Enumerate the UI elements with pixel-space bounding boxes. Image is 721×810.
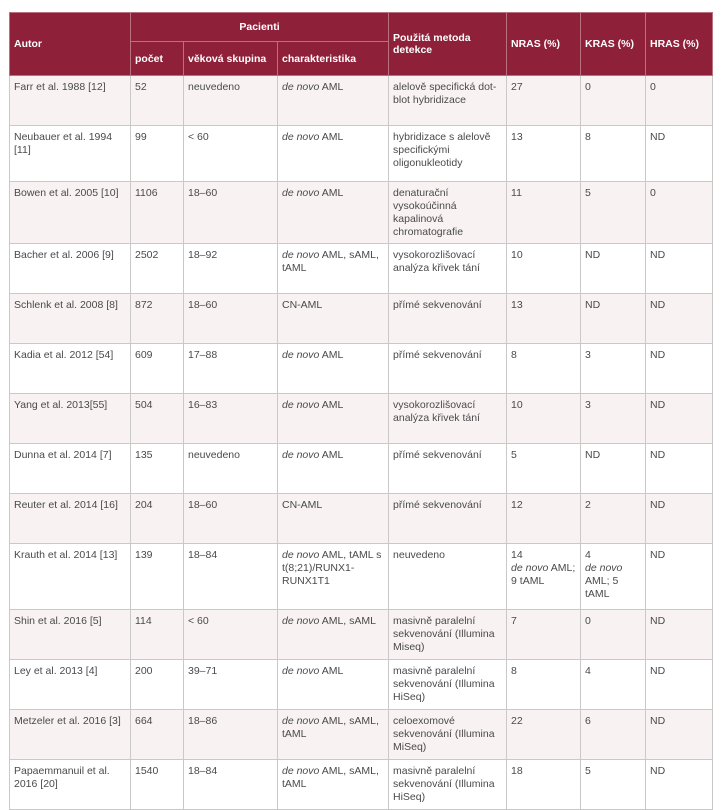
cell-method: hybridizace s alelově specifickými oligonukleotidy xyxy=(389,126,507,182)
cell-count: 135 xyxy=(131,444,184,494)
cell-nras: 13 xyxy=(507,126,581,182)
cell-age-group: < 60 xyxy=(184,610,278,660)
characteristic-italic: de novo xyxy=(282,449,320,461)
cell-age-group: 18–84 xyxy=(184,544,278,610)
kras-rest: AML; 5 tAML xyxy=(585,575,619,600)
characteristic-text: AML xyxy=(319,131,344,143)
cell-author: Schlenk et al. 2008 [8] xyxy=(10,294,131,344)
cell-kras: 4 xyxy=(581,660,646,710)
cell-author: Shin et al. 2016 [5] xyxy=(10,610,131,660)
characteristic-italic: de novo xyxy=(282,715,320,727)
cell-count: 139 xyxy=(131,544,184,610)
cell-kras: 2 xyxy=(581,494,646,544)
characteristic-text: CN-AML xyxy=(282,499,323,511)
table-row xyxy=(10,494,713,544)
cell-hras: ND xyxy=(646,710,713,760)
header-kras: KRAS (%) xyxy=(581,13,646,76)
cell-characteristic xyxy=(278,126,389,182)
cell-characteristic xyxy=(278,294,389,344)
cell-nras: 27 xyxy=(507,76,581,126)
cell-characteristic xyxy=(278,344,389,394)
cell-count: 609 xyxy=(131,344,184,394)
characteristic-text: AML, sAML, tAML xyxy=(282,249,379,274)
characteristic-italic: de novo xyxy=(282,131,320,143)
cell-kras: ND xyxy=(581,444,646,494)
cell-method: vysokorozlišovací analýza křivek tání xyxy=(389,244,507,294)
characteristic-italic: de novo xyxy=(282,399,320,411)
table-row xyxy=(10,244,713,294)
cell-age-group: 18–60 xyxy=(184,182,278,244)
cell-age-group: 18–92 xyxy=(184,244,278,294)
header-hras: HRAS (%) xyxy=(646,13,713,76)
characteristic-text: AML xyxy=(319,665,344,677)
cell-age-group: 16–83 xyxy=(184,394,278,444)
cell-count: 872 xyxy=(131,294,184,344)
cell-hras: ND xyxy=(646,610,713,660)
cell-characteristic xyxy=(278,244,389,294)
cell-hras: ND xyxy=(646,294,713,344)
nras-italic: de novo xyxy=(511,562,549,574)
table-row xyxy=(10,294,713,344)
cell-method: masivně paralelní sekvenování (Illumina HiSeq) xyxy=(389,660,507,710)
characteristic-italic: de novo xyxy=(282,765,320,777)
cell-hras: ND xyxy=(646,126,713,182)
cell-count: 114 xyxy=(131,610,184,660)
cell-kras: 6 xyxy=(581,710,646,760)
cell-nras: 12 xyxy=(507,494,581,544)
characteristic-italic: de novo xyxy=(282,665,320,677)
header-characteristic: charakteristika xyxy=(278,42,389,76)
cell-hras: ND xyxy=(646,544,713,610)
cell-hras: ND xyxy=(646,344,713,394)
cell-method: neuvedeno xyxy=(389,544,507,610)
table-row xyxy=(10,710,713,760)
cell-nras: 10 xyxy=(507,394,581,444)
cell-hras: ND xyxy=(646,444,713,494)
cell-characteristic xyxy=(278,544,389,610)
header-count: počet xyxy=(131,42,184,76)
header-age-group: věková skupina xyxy=(184,42,278,76)
header-nras: NRAS (%) xyxy=(507,13,581,76)
cell-age-group: 17–88 xyxy=(184,344,278,394)
kras-italic: de novo xyxy=(585,562,623,574)
cell-characteristic xyxy=(278,760,389,810)
cell-count: 664 xyxy=(131,710,184,760)
characteristic-text: AML, tAML s t(8;21)/RUNX1-RUNX1T1 xyxy=(282,549,382,587)
cell-method: masivně paralelní sekvenování (Illumina Miseq) xyxy=(389,610,507,660)
cell-author: Farr et al. 1988 [12] xyxy=(10,76,131,126)
cell-hras: 0 xyxy=(646,76,713,126)
cell-method: masivně paralelní sekvenování (Illumina HiSeq) xyxy=(389,760,507,810)
cell-nras: 10 xyxy=(507,244,581,294)
characteristic-italic: de novo xyxy=(282,81,320,93)
cell-author: Ley et al. 2013 [4] xyxy=(10,660,131,710)
cell-author: Kadia et al. 2012 [54] xyxy=(10,344,131,394)
cell-count: 99 xyxy=(131,126,184,182)
cell-author: Reuter et al. 2014 [16] xyxy=(10,494,131,544)
cell-method: vysokorozlišovací analýza křivek tání xyxy=(389,394,507,444)
cell-characteristic xyxy=(278,76,389,126)
cell-method: přímé sekvenování xyxy=(389,294,507,344)
characteristic-italic: de novo xyxy=(282,549,320,561)
cell-author: Yang et al. 2013[55] xyxy=(10,394,131,444)
characteristic-text: AML, sAML, tAML xyxy=(282,765,379,790)
cell-kras: 5 xyxy=(581,182,646,244)
characteristic-text: AML xyxy=(319,449,344,461)
cell-kras: 0 xyxy=(581,76,646,126)
cell-age-group: neuvedeno xyxy=(184,76,278,126)
header-patients: Pacienti xyxy=(131,13,389,42)
cell-age-group: 18–84 xyxy=(184,760,278,810)
cell-hras: ND xyxy=(646,760,713,810)
cell-nras: 13 xyxy=(507,294,581,344)
table-row xyxy=(10,544,713,610)
cell-nras: 7 xyxy=(507,610,581,660)
cell-kras: 8 xyxy=(581,126,646,182)
table-row xyxy=(10,126,713,182)
cell-method: přímé sekvenování xyxy=(389,344,507,394)
cell-kras: 0 xyxy=(581,610,646,660)
table-row xyxy=(10,610,713,660)
cell-count: 2502 xyxy=(131,244,184,294)
table-row xyxy=(10,394,713,444)
cell-nras xyxy=(507,544,581,610)
characteristic-text: AML, sAML xyxy=(319,615,376,627)
cell-hras: ND xyxy=(646,244,713,294)
table-body xyxy=(10,76,713,810)
cell-author: Krauth et al. 2014 [13] xyxy=(10,544,131,610)
cell-nras: 11 xyxy=(507,182,581,244)
characteristic-text: AML xyxy=(319,399,344,411)
cell-count: 204 xyxy=(131,494,184,544)
nras-rest: AML; 9 tAML xyxy=(511,562,576,587)
cell-count: 200 xyxy=(131,660,184,710)
nras-value: 14 xyxy=(511,549,523,561)
header-method: Použitá metoda detekce xyxy=(389,13,507,76)
cell-characteristic xyxy=(278,394,389,444)
cell-method: denaturační vysokoúčinná kapalinová chromatografie xyxy=(389,182,507,244)
cell-age-group: neuvedeno xyxy=(184,444,278,494)
cell-hras: ND xyxy=(646,660,713,710)
cell-characteristic xyxy=(278,660,389,710)
cell-method: přímé sekvenování xyxy=(389,444,507,494)
cell-kras: 5 xyxy=(581,760,646,810)
cell-author: Neubauer et al. 1994 [11] xyxy=(10,126,131,182)
table-row xyxy=(10,76,713,126)
cell-kras: 3 xyxy=(581,394,646,444)
cell-characteristic xyxy=(278,710,389,760)
cell-author: Bowen et al. 2005 [10] xyxy=(10,182,131,244)
cell-author: Bacher et al. 2006 [9] xyxy=(10,244,131,294)
cell-age-group: 18–60 xyxy=(184,494,278,544)
cell-characteristic xyxy=(278,182,389,244)
cell-kras xyxy=(581,544,646,610)
characteristic-text: CN-AML xyxy=(282,299,323,311)
cell-age-group: < 60 xyxy=(184,126,278,182)
cell-author: Metzeler et al. 2016 [3] xyxy=(10,710,131,760)
table-row xyxy=(10,660,713,710)
cell-count: 504 xyxy=(131,394,184,444)
characteristic-italic: de novo xyxy=(282,349,320,361)
table-row xyxy=(10,444,713,494)
cell-method: alelově specifická dot-blot hybridizace xyxy=(389,76,507,126)
cell-hras: 0 xyxy=(646,182,713,244)
cell-nras: 5 xyxy=(507,444,581,494)
table-row xyxy=(10,182,713,244)
characteristic-text: AML, sAML, tAML xyxy=(282,715,379,740)
ras-mutation-table xyxy=(9,12,713,810)
characteristic-italic: de novo xyxy=(282,249,320,261)
cell-author: Dunna et al. 2014 [7] xyxy=(10,444,131,494)
cell-nras: 18 xyxy=(507,760,581,810)
characteristic-text: AML xyxy=(319,349,344,361)
characteristic-italic: de novo xyxy=(282,187,320,199)
cell-kras: ND xyxy=(581,244,646,294)
cell-characteristic xyxy=(278,444,389,494)
characteristic-italic: de novo xyxy=(282,615,320,627)
cell-characteristic xyxy=(278,494,389,544)
cell-age-group: 39–71 xyxy=(184,660,278,710)
table-row xyxy=(10,760,713,810)
cell-nras: 22 xyxy=(507,710,581,760)
cell-kras: 3 xyxy=(581,344,646,394)
kras-value: 4 xyxy=(585,549,591,561)
table-row xyxy=(10,344,713,394)
cell-hras: ND xyxy=(646,494,713,544)
cell-nras: 8 xyxy=(507,344,581,394)
characteristic-text: AML xyxy=(319,187,344,199)
cell-method: celoexomové sekvenování (Illumina MiSeq) xyxy=(389,710,507,760)
cell-nras: 8 xyxy=(507,660,581,710)
cell-count: 1540 xyxy=(131,760,184,810)
cell-age-group: 18–86 xyxy=(184,710,278,760)
header-author: Autor xyxy=(10,13,131,76)
cell-characteristic xyxy=(278,610,389,660)
cell-count: 52 xyxy=(131,76,184,126)
cell-hras: ND xyxy=(646,394,713,444)
cell-count: 1106 xyxy=(131,182,184,244)
cell-author: Papaemmanuil et al. 2016 [20] xyxy=(10,760,131,810)
cell-method: přímé sekvenování xyxy=(389,494,507,544)
characteristic-text: AML xyxy=(319,81,344,93)
cell-age-group: 18–60 xyxy=(184,294,278,344)
cell-kras: ND xyxy=(581,294,646,344)
